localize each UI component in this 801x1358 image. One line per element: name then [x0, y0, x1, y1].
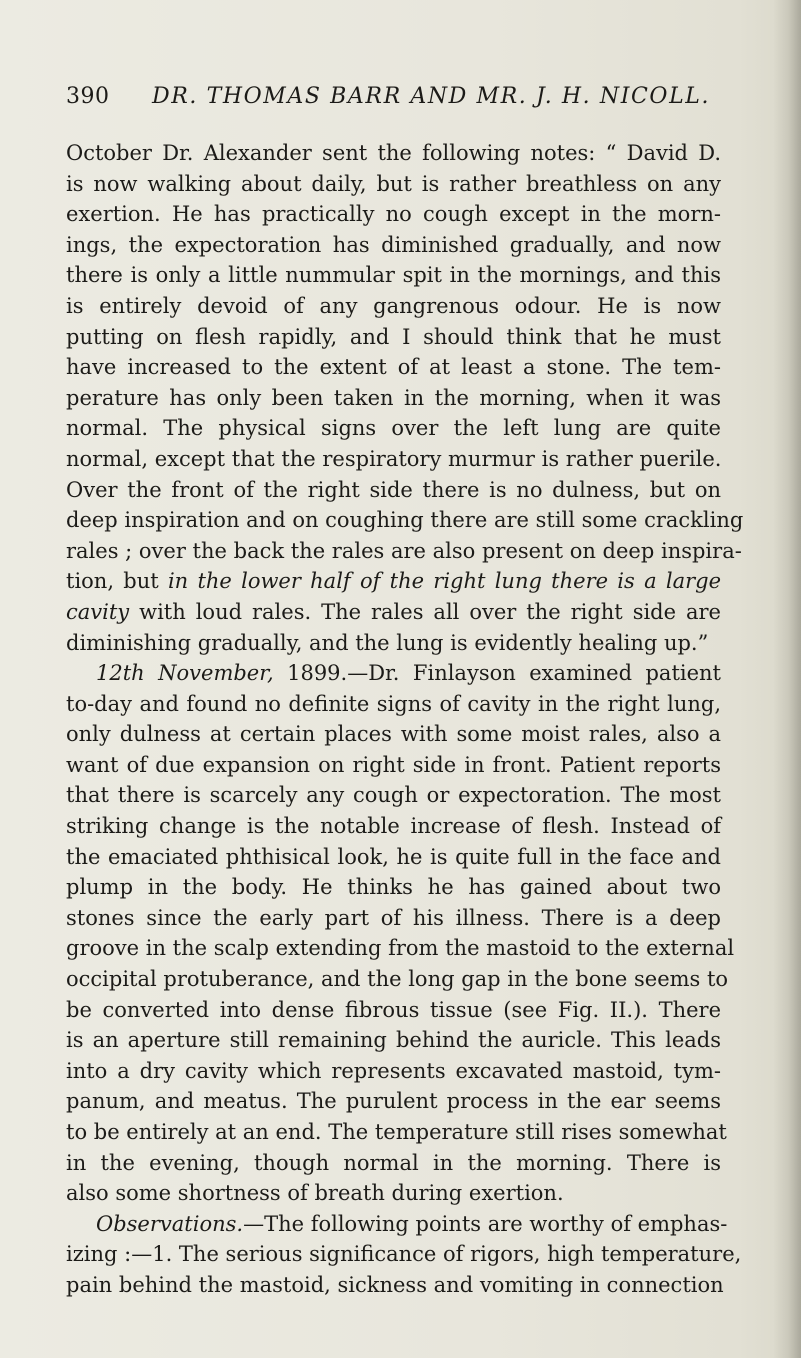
text-line [66, 964, 729, 995]
text-line [66, 1239, 742, 1270]
text-line [66, 689, 721, 720]
text-line [66, 842, 721, 873]
line-text: exertion. He has practically no cough except in the morn- [66, 202, 721, 227]
text-line [66, 1025, 721, 1056]
italic-text: in the lower half of the right lung there is a large [167, 569, 721, 594]
text-line [66, 658, 721, 689]
line-text: —The following points are worthy of emphas- [243, 1211, 728, 1236]
line-text: groove in the scalp extending from the mastoid to the external [66, 936, 735, 961]
text-line [66, 475, 721, 506]
text-line [66, 352, 721, 383]
body-text [66, 138, 744, 1301]
line-text: normal. The physical signs over the left lung are quite [66, 416, 721, 441]
line-text: deep inspiration and on coughing there are still some crackling [66, 508, 744, 533]
text-line [66, 260, 721, 291]
line-text: is entirely devoid of any gangrenous odour. He is now [66, 293, 721, 318]
line-text: pain behind the mastoid, sickness and vomiting in connection [66, 1272, 724, 1297]
text-line [66, 933, 735, 964]
page-number: 390 [66, 84, 110, 109]
text-line [66, 1056, 721, 1087]
text-line [66, 1086, 721, 1117]
line-text: rales ; over the back the rales are also present on deep inspira- [66, 538, 742, 563]
text-line [66, 444, 721, 475]
text-line [66, 597, 721, 628]
line-text: the emaciated phthisical look, he is quite full in the face and [66, 844, 721, 869]
text-line [66, 628, 721, 659]
text-line [66, 1148, 721, 1179]
line-text: with loud rales. The rales all over the right side are [129, 599, 721, 624]
text-line [66, 199, 721, 230]
text-line [66, 1117, 727, 1148]
text-line [66, 566, 721, 597]
line-text: want of due expansion on right side in front. Patient reports [66, 752, 721, 777]
text-line [66, 750, 721, 781]
text-line [66, 138, 721, 169]
line-text: October Dr. Alexander sent the following notes: “ David D. [66, 141, 721, 165]
text-line [66, 719, 721, 750]
line-text: normal, except that the respiratory murmur is rather puerile. [66, 446, 722, 471]
text-line [66, 1178, 721, 1209]
line-text: 1899.—Dr. Finlayson examined patient [273, 661, 721, 686]
text-line [66, 1209, 728, 1240]
text-line [66, 995, 721, 1026]
text-line [66, 413, 721, 444]
text-line [66, 780, 721, 811]
text-line [66, 903, 721, 934]
line-text: is now walking about daily, but is rather breathless on any [66, 171, 721, 196]
text-line [66, 872, 721, 903]
italic-text: 12th November, [96, 661, 274, 686]
line-text: there is only a little nummular spit in the mornings, and this [66, 263, 721, 288]
text-line [66, 536, 742, 567]
line-text: plump in the body. He thinks he has gained about two [66, 875, 721, 900]
line-text: into a dry cavity which represents excavated mastoid, tym- [66, 1058, 721, 1083]
line-text: stones since the early part of his illness. There is a deep [66, 905, 721, 930]
page-header [66, 84, 726, 116]
text-line [66, 230, 721, 261]
line-text: in the evening, though normal in the morning. There is [66, 1150, 721, 1175]
line-text: tion, but [66, 569, 168, 594]
text-line [66, 322, 721, 353]
line-text: putting on flesh rapidly, and I should think that he must [66, 324, 721, 349]
italic-text: Observations. [96, 1211, 244, 1236]
line-text: to be entirely at an end. The temperature still rises somewhat [66, 1120, 727, 1144]
line-text: striking change is the notable increase of flesh. Instead of [66, 814, 721, 839]
page-edge-shadow [773, 0, 801, 1358]
line-text: to-day and found no definite signs of cavity in the right lung, [66, 691, 721, 716]
italic-text: cavity [66, 599, 130, 624]
line-text: ings, the expectoration has diminished gradually, and now [66, 232, 721, 257]
line-text: panum, and meatus. The purulent process in the ear seems [66, 1089, 721, 1114]
line-text: that there is scarcely any cough or expectoration. The most [66, 783, 721, 808]
line-text: izing :—1. The serious significance of rigors, high temperature, [66, 1242, 742, 1267]
running-head: DR. THOMAS BARR AND MR. J. H. NICOLL. [152, 84, 711, 109]
line-text: occipital protuberance, and the long gap in the bone seems to [66, 967, 729, 992]
text-line [66, 1270, 724, 1301]
text-line [66, 811, 721, 842]
text-line [66, 291, 721, 322]
line-text: perature has only been taken in the morning, when it was [66, 385, 721, 410]
line-text: diminishing gradually, and the lung is evidently healing up.” [66, 630, 709, 655]
line-text: also some shortness of breath during exertion. [66, 1181, 564, 1206]
text-line [66, 383, 721, 414]
line-text: Over the front of the right side there is no dulness, but on [66, 477, 721, 502]
line-text: be converted into dense fibrous tissue (see Fig. II.). There [66, 997, 721, 1022]
line-text: only dulness at certain places with some moist rales, also a [66, 722, 721, 747]
text-line [66, 505, 744, 536]
line-text: is an aperture still remaining behind the auricle. This leads [66, 1028, 721, 1053]
text-line [66, 169, 721, 200]
line-text: have increased to the extent of at least a stone. The tem- [66, 355, 721, 380]
